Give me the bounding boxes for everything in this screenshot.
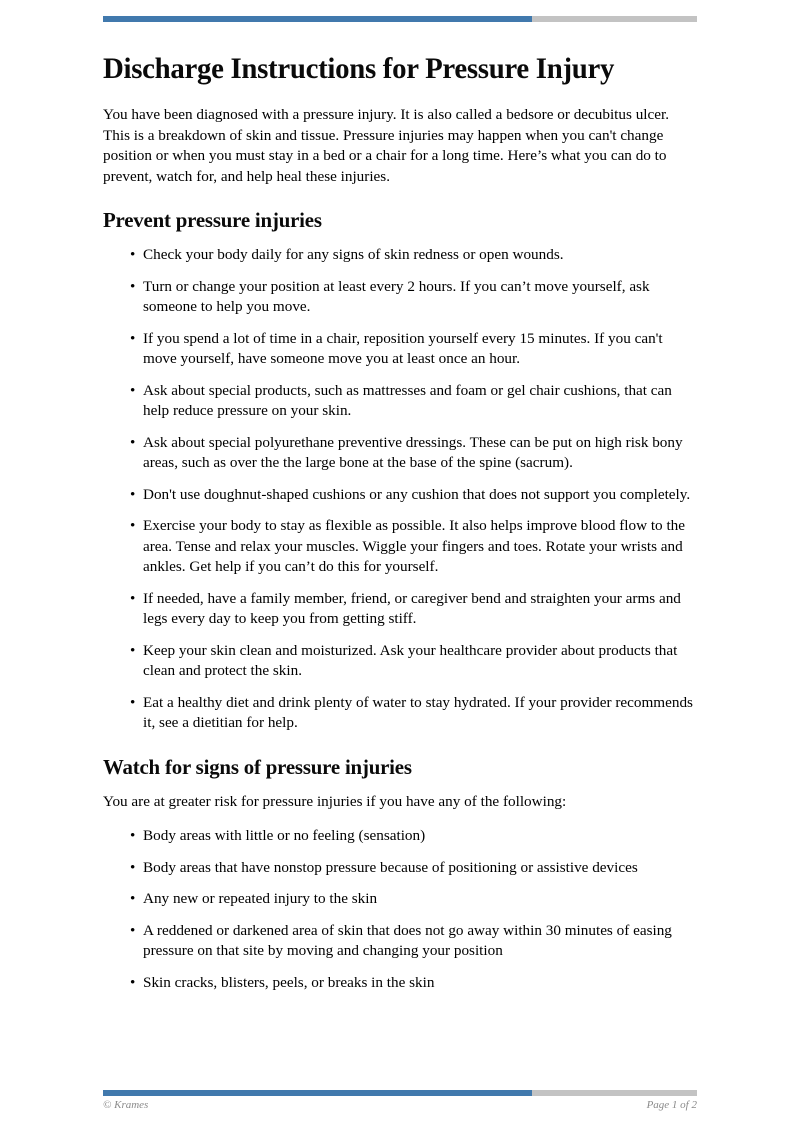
list-item — [103, 973, 697, 994]
list-item — [103, 433, 697, 474]
bullet-icon: • — [130, 246, 136, 263]
list-item-text: Keep your skin clean and moisturized. Ask your healthcare provider about products that clean and protect the skin. — [143, 641, 678, 679]
list-item-text: If needed, have a family member, friend, or caregiver bend and straighten your arms and legs every day to keep you from getting stiff. — [143, 589, 681, 627]
bullet-icon: • — [130, 693, 136, 711]
bullet-icon: • — [130, 921, 136, 939]
page-footer — [103, 1099, 697, 1111]
bullet-icon: • — [130, 827, 136, 844]
bullet-icon: • — [130, 485, 136, 503]
bullet-icon: • — [130, 277, 136, 295]
bullet-list-watch — [103, 826, 697, 993]
list-item — [103, 485, 697, 506]
bullet-icon: • — [130, 973, 136, 991]
list-item-text: Eat a healthy diet and drink plenty of water to stay hydrated. If your provider recommends it, see a dietitian for help. — [143, 693, 693, 731]
list-item-text: Turn or change your position at least every 2 hours. If you can’t move yourself, ask someone to help you move. — [143, 277, 650, 315]
list-item-text: Any new or repeated injury to the skin — [143, 890, 378, 907]
document-content — [103, 52, 697, 993]
list-item — [103, 589, 697, 630]
list-item — [103, 641, 697, 682]
list-item — [103, 277, 697, 318]
list-item-text: Check your body daily for any signs of skin redness or open wounds. — [143, 246, 564, 263]
header-rule-gray-segment — [532, 16, 697, 22]
list-item-text: Body areas with little or no feeling (sensation) — [143, 827, 426, 844]
bullet-icon: • — [130, 589, 136, 607]
bullet-icon: • — [130, 517, 136, 534]
bullet-list-prevent — [103, 245, 697, 734]
bullet-icon: • — [130, 381, 136, 399]
list-item-text: Skin cracks, blisters, peels, or breaks in the skin — [143, 973, 435, 991]
list-item-text: Ask about special polyurethane preventive dressings. These can be put on high risk bony areas, such as over the the large bone at the base of the spine (sacrum). — [143, 433, 683, 471]
list-item-text: Don't use doughnut-shaped cushions or any cushion that does not support you completely. — [143, 485, 691, 503]
header-rule-blue-segment — [103, 16, 532, 22]
bullet-icon: • — [130, 329, 136, 347]
list-item — [103, 693, 697, 734]
section-heading-watch: Watch for signs of pressure injuries — [103, 754, 412, 779]
page-number: Page 1 of 2 — [646, 1099, 697, 1111]
list-item-text: Body areas that have nonstop pressure because of positioning or assistive devices — [143, 858, 638, 876]
list-item — [103, 921, 697, 962]
footer-rule — [103, 1090, 697, 1096]
bullet-icon: • — [130, 641, 136, 659]
list-item-text: A reddened or darkened area of skin that does not go away within 30 minutes of easing pressure on that site by moving and changing your position — [143, 921, 672, 959]
list-item-text: Exercise your body to stay as flexible as possible. It also helps improve blood flow to the area. Tense and relax your muscles. Wiggle your fingers and toes. Rotate your wrists and ankles. Get help if you can’t do this for yourself. — [143, 517, 686, 575]
list-item — [103, 889, 697, 910]
section-lead-watch: You are at greater risk for pressure injuries if you have any of the following: — [103, 792, 567, 810]
list-item — [103, 381, 697, 422]
list-item — [103, 826, 697, 847]
list-item-text: Ask about special products, such as mattresses and foam or gel chair cushions, that can help reduce pressure on your skin. — [143, 381, 672, 419]
footer-rule-gray-segment — [532, 1090, 697, 1096]
bullet-icon: • — [130, 890, 136, 907]
copyright-text: © Krames — [103, 1099, 149, 1111]
list-item — [103, 245, 697, 266]
list-item — [103, 858, 697, 879]
list-item — [103, 329, 697, 370]
intro-paragraph: You have been diagnosed with a pressure injury. It is also called a bedsore or decubitus ulcer. This is a breakdown of skin and tissue. Pressure injuries may happen when you can't change position or when you must stay in a bed or a chair for a long time. Here’s what you can do to prevent, watch for, and help heal these injuries. — [103, 106, 670, 185]
list-item-text: If you spend a lot of time in a chair, reposition yourself every 15 minutes. If you can't move yourself, have someone move you at least once an hour. — [143, 329, 663, 367]
bullet-icon: • — [130, 433, 136, 451]
page-title: Discharge Instructions for Pressure Injury — [103, 52, 615, 85]
footer-rule-blue-segment — [103, 1090, 532, 1096]
bullet-icon: • — [130, 858, 136, 876]
section-heading-prevent: Prevent pressure injuries — [103, 208, 322, 232]
header-rule — [103, 16, 697, 22]
list-item — [103, 516, 697, 578]
